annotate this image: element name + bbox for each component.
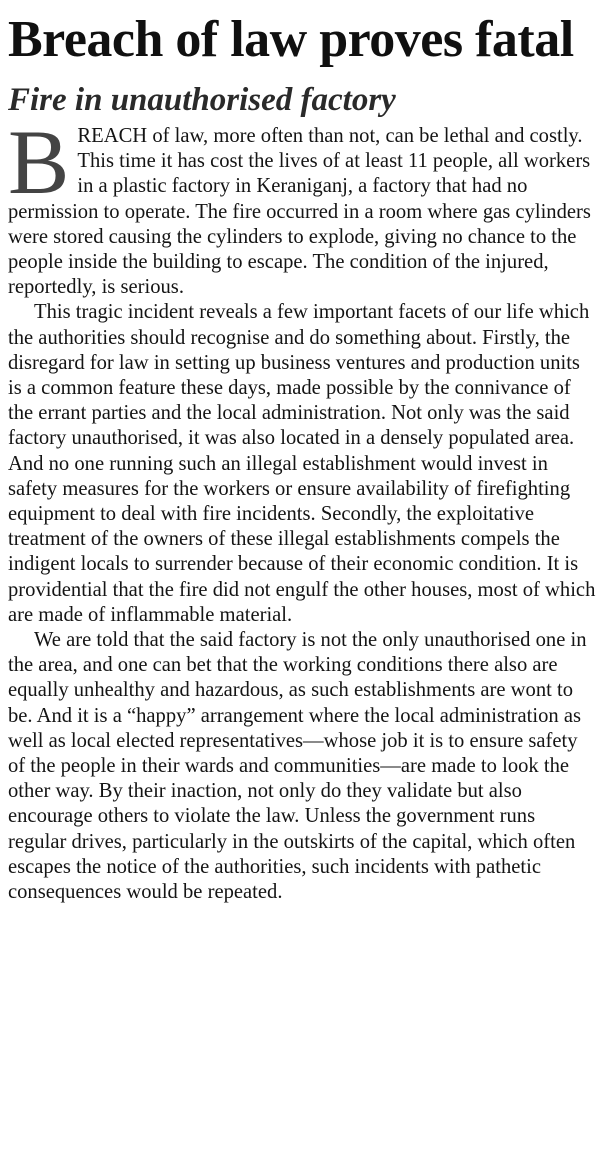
paragraph-1-text: REACH of law, more often than not, can be lethal and costly. This time it has cost the lives of at least 11 people, all workers in a plastic factory in Keraniganj, a factory that had no permission to operate. The fire occurred in a room where gas cylinders were stored causing the cylinders to explode, giving no chance to the people inside the building to escape. The condition of the injured, reportedly, is serious. [8,125,591,299]
headline: Breach of law proves fatal [8,11,574,68]
subheadline: Fire in unauthorised factory [8,82,396,118]
article-body [8,111,596,905]
paragraph-3: We are told that the said factory is not the only unauthorised one in the area, and one can bet that the working conditions there also are equally unhealthy and hazardous, as such establishments are wont to be. And it is a “happy” arrangement where the local administration as well as local elected representatives—whose job it is to ensure safety of the people in their wards and communities—are made to look the other way. By their inaction, not only do they validate but also encourage others to violate the law. Unless the government runs regular drives, particularly in the outskirts of the capital, which often escapes the notice of the authorities, such incidents with pathetic consequences would be repeated. [8,629,587,904]
paragraph-1 [8,111,596,300]
paragraph-2: This tragic incident reveals a few important facets of our life which the authorities should recognise and do something about. Firstly, the disregard for law in setting up business ventures and production units is a common feature these days, made possible by the connivance of the errant parties and the local administration. Not only was the said factory unauthorised, it was also located in a densely populated area. And no one running such an illegal establishment would invest in safety measures for the workers or ensure availability of firefighting equipment to deal with fire incidents. Secondly, the exploitative treatment of the owners of these illegal establishments compels the indigent locals to surrender because of their economic condition. It is providential that the fire did not engulf the other houses, most of which are made of inflammable material. [8,301,596,626]
drop-cap: B [8,111,70,213]
